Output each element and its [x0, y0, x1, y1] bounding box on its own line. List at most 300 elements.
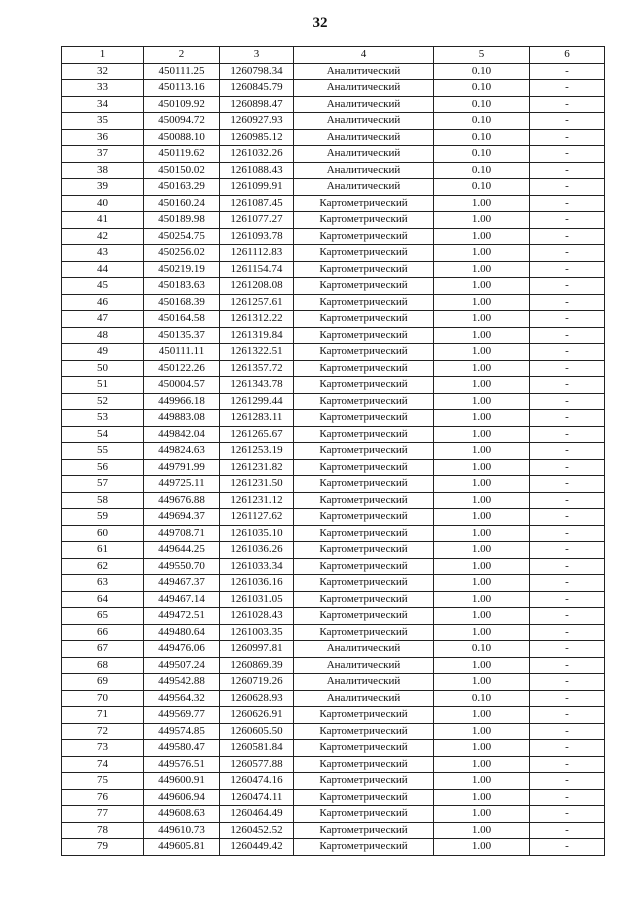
x-coordinate-cell: 449676.88 [144, 492, 220, 509]
accuracy-cell: 1.00 [434, 212, 530, 229]
table-row [62, 294, 605, 311]
method-cell: Картометрический [294, 707, 434, 724]
accuracy-cell: 1.00 [434, 591, 530, 608]
y-coordinate-cell: 1261036.26 [220, 542, 294, 559]
accuracy-cell: 0.10 [434, 179, 530, 196]
x-coordinate-cell: 450254.75 [144, 228, 220, 245]
table-row [62, 608, 605, 625]
note-cell: - [530, 674, 605, 691]
point-number-cell: 42 [62, 228, 144, 245]
table-row [62, 756, 605, 773]
accuracy-cell: 0.10 [434, 96, 530, 113]
x-coordinate-cell: 449550.70 [144, 558, 220, 575]
accuracy-cell: 1.00 [434, 294, 530, 311]
y-coordinate-cell: 1260474.16 [220, 773, 294, 790]
point-number-cell: 72 [62, 723, 144, 740]
note-cell: - [530, 575, 605, 592]
x-coordinate-cell: 449824.63 [144, 443, 220, 460]
y-coordinate-cell: 1261093.78 [220, 228, 294, 245]
x-coordinate-cell: 449574.85 [144, 723, 220, 740]
table-row [62, 525, 605, 542]
y-coordinate-cell: 1260628.93 [220, 690, 294, 707]
point-number-cell: 54 [62, 426, 144, 443]
accuracy-cell: 1.00 [434, 806, 530, 823]
method-cell: Картометрический [294, 740, 434, 757]
accuracy-cell: 1.00 [434, 476, 530, 493]
method-cell: Картометрический [294, 228, 434, 245]
x-coordinate-cell: 449610.73 [144, 822, 220, 839]
table-row [62, 624, 605, 641]
table-row [62, 591, 605, 608]
accuracy-cell: 1.00 [434, 261, 530, 278]
x-coordinate-cell: 449472.51 [144, 608, 220, 625]
column-header-6: 6 [530, 47, 605, 64]
x-coordinate-cell: 450163.29 [144, 179, 220, 196]
note-cell: - [530, 410, 605, 427]
table-row [62, 657, 605, 674]
point-number-cell: 57 [62, 476, 144, 493]
method-cell: Картометрический [294, 294, 434, 311]
x-coordinate-cell: 450189.98 [144, 212, 220, 229]
table-row [62, 773, 605, 790]
y-coordinate-cell: 1261231.12 [220, 492, 294, 509]
accuracy-cell: 1.00 [434, 245, 530, 262]
column-header-2: 2 [144, 47, 220, 64]
y-coordinate-cell: 1261077.27 [220, 212, 294, 229]
note-cell: - [530, 608, 605, 625]
note-cell: - [530, 707, 605, 724]
table-row [62, 789, 605, 806]
note-cell: - [530, 393, 605, 410]
method-cell: Картометрический [294, 377, 434, 394]
point-number-cell: 32 [62, 63, 144, 80]
table-row [62, 674, 605, 691]
table-row [62, 129, 605, 146]
note-cell: - [530, 723, 605, 740]
method-cell: Картометрический [294, 360, 434, 377]
x-coordinate-cell: 450094.72 [144, 113, 220, 130]
table-row [62, 80, 605, 97]
method-cell: Картометрический [294, 806, 434, 823]
table-row [62, 542, 605, 559]
note-cell: - [530, 278, 605, 295]
table-row [62, 723, 605, 740]
point-number-cell: 40 [62, 195, 144, 212]
method-cell: Картометрический [294, 245, 434, 262]
column-header-5: 5 [434, 47, 530, 64]
note-cell: - [530, 195, 605, 212]
accuracy-cell: 1.00 [434, 278, 530, 295]
point-number-cell: 71 [62, 707, 144, 724]
note-cell: - [530, 360, 605, 377]
method-cell: Картометрический [294, 327, 434, 344]
table-row [62, 212, 605, 229]
method-cell: Аналитический [294, 162, 434, 179]
table-row [62, 426, 605, 443]
accuracy-cell: 0.10 [434, 162, 530, 179]
table-body [62, 63, 605, 855]
method-cell: Аналитический [294, 80, 434, 97]
x-coordinate-cell: 449467.14 [144, 591, 220, 608]
y-coordinate-cell: 1260869.39 [220, 657, 294, 674]
method-cell: Картометрический [294, 756, 434, 773]
x-coordinate-cell: 450183.63 [144, 278, 220, 295]
x-coordinate-cell: 449606.94 [144, 789, 220, 806]
note-cell: - [530, 162, 605, 179]
accuracy-cell: 1.00 [434, 443, 530, 460]
y-coordinate-cell: 1261035.10 [220, 525, 294, 542]
method-cell: Картометрический [294, 476, 434, 493]
accuracy-cell: 1.00 [434, 377, 530, 394]
method-cell: Картометрический [294, 492, 434, 509]
x-coordinate-cell: 450119.62 [144, 146, 220, 163]
method-cell: Аналитический [294, 690, 434, 707]
note-cell: - [530, 525, 605, 542]
note-cell: - [530, 344, 605, 361]
method-cell: Картометрический [294, 542, 434, 559]
point-number-cell: 39 [62, 179, 144, 196]
note-cell: - [530, 542, 605, 559]
page-number: 32 [312, 15, 328, 31]
method-cell: Картометрический [294, 624, 434, 641]
accuracy-cell: 0.10 [434, 63, 530, 80]
note-cell: - [530, 624, 605, 641]
accuracy-cell: 1.00 [434, 707, 530, 724]
accuracy-cell: 1.00 [434, 410, 530, 427]
point-number-cell: 64 [62, 591, 144, 608]
point-number-cell: 51 [62, 377, 144, 394]
table-row [62, 195, 605, 212]
column-header-1: 1 [62, 47, 144, 64]
table-row [62, 245, 605, 262]
y-coordinate-cell: 1260997.81 [220, 641, 294, 658]
point-number-cell: 41 [62, 212, 144, 229]
method-cell: Картометрический [294, 558, 434, 575]
accuracy-cell: 0.10 [434, 690, 530, 707]
accuracy-cell: 1.00 [434, 608, 530, 625]
y-coordinate-cell: 1260605.50 [220, 723, 294, 740]
table-row [62, 261, 605, 278]
table-row [62, 641, 605, 658]
accuracy-cell: 1.00 [434, 311, 530, 328]
note-cell: - [530, 492, 605, 509]
accuracy-cell: 1.00 [434, 674, 530, 691]
accuracy-cell: 1.00 [434, 575, 530, 592]
note-cell: - [530, 261, 605, 278]
note-cell: - [530, 756, 605, 773]
method-cell: Картометрический [294, 459, 434, 476]
table-row [62, 443, 605, 460]
accuracy-cell: 1.00 [434, 789, 530, 806]
x-coordinate-cell: 449694.37 [144, 509, 220, 526]
y-coordinate-cell: 1260898.47 [220, 96, 294, 113]
point-number-cell: 58 [62, 492, 144, 509]
column-header-4: 4 [294, 47, 434, 64]
x-coordinate-cell: 449725.11 [144, 476, 220, 493]
x-coordinate-cell: 450122.26 [144, 360, 220, 377]
x-coordinate-cell: 449600.91 [144, 773, 220, 790]
x-coordinate-cell: 450168.39 [144, 294, 220, 311]
method-cell: Картометрический [294, 344, 434, 361]
note-cell: - [530, 839, 605, 856]
y-coordinate-cell: 1261033.34 [220, 558, 294, 575]
note-cell: - [530, 96, 605, 113]
table-row [62, 822, 605, 839]
table-row [62, 63, 605, 80]
method-cell: Картометрический [294, 393, 434, 410]
x-coordinate-cell: 450004.57 [144, 377, 220, 394]
accuracy-cell: 1.00 [434, 624, 530, 641]
note-cell: - [530, 146, 605, 163]
note-cell: - [530, 63, 605, 80]
point-number-cell: 65 [62, 608, 144, 625]
x-coordinate-cell: 449608.63 [144, 806, 220, 823]
column-header-3: 3 [220, 47, 294, 64]
y-coordinate-cell: 1261032.26 [220, 146, 294, 163]
point-number-cell: 69 [62, 674, 144, 691]
point-number-cell: 56 [62, 459, 144, 476]
note-cell: - [530, 179, 605, 196]
note-cell: - [530, 657, 605, 674]
accuracy-cell: 1.00 [434, 657, 530, 674]
note-cell: - [530, 80, 605, 97]
method-cell: Картометрический [294, 212, 434, 229]
y-coordinate-cell: 1261283.11 [220, 410, 294, 427]
point-number-cell: 79 [62, 839, 144, 856]
point-number-cell: 48 [62, 327, 144, 344]
table-row [62, 377, 605, 394]
point-number-cell: 44 [62, 261, 144, 278]
y-coordinate-cell: 1261319.84 [220, 327, 294, 344]
point-number-cell: 52 [62, 393, 144, 410]
note-cell: - [530, 558, 605, 575]
y-coordinate-cell: 1261231.50 [220, 476, 294, 493]
y-coordinate-cell: 1261208.08 [220, 278, 294, 295]
accuracy-cell: 1.00 [434, 542, 530, 559]
point-number-cell: 61 [62, 542, 144, 559]
note-cell: - [530, 641, 605, 658]
method-cell: Аналитический [294, 63, 434, 80]
accuracy-cell: 1.00 [434, 723, 530, 740]
point-number-cell: 43 [62, 245, 144, 262]
y-coordinate-cell: 1261253.19 [220, 443, 294, 460]
x-coordinate-cell: 449883.08 [144, 410, 220, 427]
note-cell: - [530, 294, 605, 311]
note-cell: - [530, 443, 605, 460]
x-coordinate-cell: 449564.32 [144, 690, 220, 707]
table-row [62, 459, 605, 476]
x-coordinate-cell: 450111.25 [144, 63, 220, 80]
y-coordinate-cell: 1261088.43 [220, 162, 294, 179]
y-coordinate-cell: 1261036.16 [220, 575, 294, 592]
x-coordinate-cell: 449644.25 [144, 542, 220, 559]
note-cell: - [530, 113, 605, 130]
note-cell: - [530, 690, 605, 707]
x-coordinate-cell: 449476.06 [144, 641, 220, 658]
table-row [62, 690, 605, 707]
x-coordinate-cell: 449480.64 [144, 624, 220, 641]
y-coordinate-cell: 1261231.82 [220, 459, 294, 476]
y-coordinate-cell: 1261112.83 [220, 245, 294, 262]
table-row [62, 327, 605, 344]
point-number-cell: 49 [62, 344, 144, 361]
x-coordinate-cell: 449467.37 [144, 575, 220, 592]
note-cell: - [530, 228, 605, 245]
method-cell: Картометрический [294, 311, 434, 328]
point-number-cell: 66 [62, 624, 144, 641]
point-number-cell: 45 [62, 278, 144, 295]
table-row [62, 278, 605, 295]
accuracy-cell: 0.10 [434, 641, 530, 658]
table-row [62, 410, 605, 427]
point-number-cell: 67 [62, 641, 144, 658]
accuracy-cell: 0.10 [434, 113, 530, 130]
note-cell: - [530, 773, 605, 790]
note-cell: - [530, 806, 605, 823]
point-number-cell: 53 [62, 410, 144, 427]
y-coordinate-cell: 1260845.79 [220, 80, 294, 97]
method-cell: Картометрический [294, 426, 434, 443]
table-row [62, 575, 605, 592]
method-cell: Аналитический [294, 674, 434, 691]
point-number-cell: 60 [62, 525, 144, 542]
method-cell: Картометрический [294, 261, 434, 278]
point-number-cell: 46 [62, 294, 144, 311]
method-cell: Картометрический [294, 278, 434, 295]
method-cell: Аналитический [294, 179, 434, 196]
method-cell: Аналитический [294, 146, 434, 163]
point-number-cell: 74 [62, 756, 144, 773]
method-cell: Картометрический [294, 839, 434, 856]
point-number-cell: 73 [62, 740, 144, 757]
y-coordinate-cell: 1260927.93 [220, 113, 294, 130]
y-coordinate-cell: 1261265.67 [220, 426, 294, 443]
table-row [62, 113, 605, 130]
y-coordinate-cell: 1261127.62 [220, 509, 294, 526]
y-coordinate-cell: 1261299.44 [220, 393, 294, 410]
point-number-cell: 34 [62, 96, 144, 113]
note-cell: - [530, 740, 605, 757]
y-coordinate-cell: 1261031.05 [220, 591, 294, 608]
accuracy-cell: 1.00 [434, 509, 530, 526]
accuracy-cell: 1.00 [434, 740, 530, 757]
x-coordinate-cell: 449791.99 [144, 459, 220, 476]
coordinates-table [61, 46, 605, 856]
accuracy-cell: 1.00 [434, 344, 530, 361]
y-coordinate-cell: 1260581.84 [220, 740, 294, 757]
point-number-cell: 68 [62, 657, 144, 674]
accuracy-cell: 1.00 [434, 822, 530, 839]
note-cell: - [530, 426, 605, 443]
table-row [62, 558, 605, 575]
y-coordinate-cell: 1261154.74 [220, 261, 294, 278]
x-coordinate-cell: 449576.51 [144, 756, 220, 773]
table-row [62, 492, 605, 509]
accuracy-cell: 1.00 [434, 393, 530, 410]
y-coordinate-cell: 1260474.11 [220, 789, 294, 806]
x-coordinate-cell: 450160.24 [144, 195, 220, 212]
point-number-cell: 70 [62, 690, 144, 707]
x-coordinate-cell: 450109.92 [144, 96, 220, 113]
x-coordinate-cell: 449580.47 [144, 740, 220, 757]
x-coordinate-cell: 449507.24 [144, 657, 220, 674]
point-number-cell: 50 [62, 360, 144, 377]
table-header-row [62, 47, 605, 64]
point-number-cell: 78 [62, 822, 144, 839]
y-coordinate-cell: 1260577.88 [220, 756, 294, 773]
note-cell: - [530, 509, 605, 526]
accuracy-cell: 0.10 [434, 146, 530, 163]
table-row [62, 740, 605, 757]
point-number-cell: 63 [62, 575, 144, 592]
method-cell: Картометрический [294, 773, 434, 790]
y-coordinate-cell: 1260452.52 [220, 822, 294, 839]
point-number-cell: 62 [62, 558, 144, 575]
note-cell: - [530, 377, 605, 394]
table-row [62, 179, 605, 196]
note-cell: - [530, 476, 605, 493]
note-cell: - [530, 129, 605, 146]
table-row [62, 509, 605, 526]
method-cell: Картометрический [294, 575, 434, 592]
note-cell: - [530, 245, 605, 262]
accuracy-cell: 1.00 [434, 773, 530, 790]
accuracy-cell: 1.00 [434, 756, 530, 773]
table-row [62, 806, 605, 823]
note-cell: - [530, 311, 605, 328]
accuracy-cell: 1.00 [434, 492, 530, 509]
accuracy-cell: 1.00 [434, 195, 530, 212]
point-number-cell: 38 [62, 162, 144, 179]
method-cell: Аналитический [294, 96, 434, 113]
y-coordinate-cell: 1260464.49 [220, 806, 294, 823]
point-number-cell: 77 [62, 806, 144, 823]
table-row [62, 476, 605, 493]
method-cell: Картометрический [294, 591, 434, 608]
y-coordinate-cell: 1260985.12 [220, 129, 294, 146]
method-cell: Картометрический [294, 608, 434, 625]
y-coordinate-cell: 1260798.34 [220, 63, 294, 80]
point-number-cell: 59 [62, 509, 144, 526]
x-coordinate-cell: 450219.19 [144, 261, 220, 278]
x-coordinate-cell: 450164.58 [144, 311, 220, 328]
note-cell: - [530, 789, 605, 806]
point-number-cell: 33 [62, 80, 144, 97]
y-coordinate-cell: 1260719.26 [220, 674, 294, 691]
point-number-cell: 35 [62, 113, 144, 130]
x-coordinate-cell: 450113.16 [144, 80, 220, 97]
point-number-cell: 37 [62, 146, 144, 163]
method-cell: Картометрический [294, 410, 434, 427]
x-coordinate-cell: 450135.37 [144, 327, 220, 344]
accuracy-cell: 0.10 [434, 129, 530, 146]
accuracy-cell: 1.00 [434, 360, 530, 377]
method-cell: Картометрический [294, 525, 434, 542]
method-cell: Картометрический [294, 789, 434, 806]
point-number-cell: 36 [62, 129, 144, 146]
x-coordinate-cell: 449842.04 [144, 426, 220, 443]
method-cell: Картометрический [294, 723, 434, 740]
accuracy-cell: 0.10 [434, 80, 530, 97]
method-cell: Картометрический [294, 509, 434, 526]
x-coordinate-cell: 450256.02 [144, 245, 220, 262]
y-coordinate-cell: 1261028.43 [220, 608, 294, 625]
accuracy-cell: 1.00 [434, 426, 530, 443]
table-row [62, 393, 605, 410]
x-coordinate-cell: 450111.11 [144, 344, 220, 361]
x-coordinate-cell: 449966.18 [144, 393, 220, 410]
table-row [62, 146, 605, 163]
